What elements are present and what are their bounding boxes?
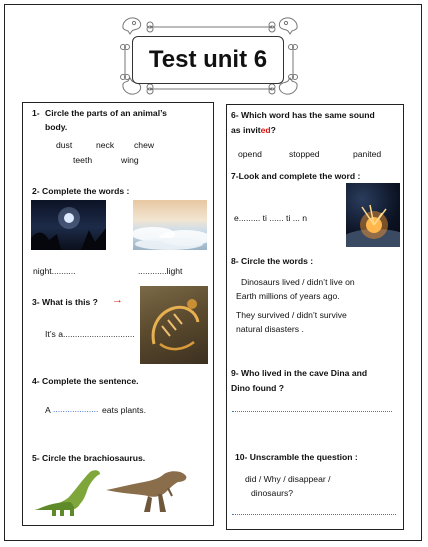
q8-line3[interactable]: They survived / didn’t survive xyxy=(236,310,347,320)
q2-word2: ............light xyxy=(138,266,183,276)
q8-line4: natural disasters . xyxy=(236,324,304,334)
q6-heading-line2: as invited? xyxy=(231,125,276,135)
q6-heading-line1: 6- Which word has the same sound xyxy=(231,110,375,120)
q10-heading: 10- Unscramble the question : xyxy=(235,452,358,462)
word-option[interactable]: stopped xyxy=(289,149,320,159)
q2-word1: night.......... xyxy=(33,266,76,276)
q7-word-pattern[interactable]: e......... ti ...... ti ... n xyxy=(234,213,308,223)
q9-answer-line[interactable] xyxy=(232,411,392,412)
q1-text-line2: body. xyxy=(45,122,68,132)
page-title: Test unit 6 xyxy=(148,46,268,73)
q8-line1[interactable]: Dinosaurs lived / didn’t live on xyxy=(241,277,355,287)
clouds-icon xyxy=(133,200,207,250)
q8-line2: Earth millions of years ago. xyxy=(236,291,340,301)
word-option[interactable]: opend xyxy=(238,149,262,159)
q4-sentence-end: eats plants. xyxy=(102,405,146,415)
word-option[interactable]: dust xyxy=(56,140,73,150)
arrow-icon: → xyxy=(112,294,123,306)
q9-heading-line1: 9- Who lived in the cave Dina and xyxy=(231,368,368,378)
word-option[interactable]: teeth xyxy=(73,155,93,165)
night-image xyxy=(31,200,106,250)
bone-icon xyxy=(146,82,276,96)
extinction-meteor-image xyxy=(346,183,400,247)
q5-heading: 5- Circle the brachiosaurus. xyxy=(32,453,146,463)
q4-blank[interactable]: ................... xyxy=(53,404,99,414)
q3-answer-line[interactable]: It’s a.............................. xyxy=(45,329,135,339)
brachiosaurus-icon[interactable] xyxy=(30,466,108,518)
word-option[interactable]: chew xyxy=(134,140,155,150)
word-option[interactable]: wing xyxy=(121,155,139,165)
q1-text-line1: Circle the parts of an animal’s xyxy=(45,108,167,118)
q10-answer-line[interactable] xyxy=(232,514,396,515)
q10-line2: dinosaurs? xyxy=(251,488,294,498)
dino-skull-icon xyxy=(276,14,300,36)
q1-number: 1- xyxy=(32,108,40,118)
q7-heading: 7-Look and complete the word : xyxy=(231,171,361,181)
q9-heading-line2: Dino found ? xyxy=(231,383,284,393)
fossil-image xyxy=(140,286,208,364)
title-box xyxy=(132,36,284,84)
q4-heading: 4- Complete the sentence. xyxy=(32,376,139,386)
sunlight-clouds-image xyxy=(133,200,207,250)
bone-icon xyxy=(288,44,298,80)
bone-icon xyxy=(146,20,276,34)
t-rex-icon[interactable] xyxy=(104,466,190,516)
q8-heading: 8- Circle the words : xyxy=(231,256,314,266)
word-option[interactable]: neck xyxy=(96,140,115,150)
q10-line1: did / Why / disappear / xyxy=(245,474,331,484)
meteor-icon xyxy=(346,183,400,247)
q2-heading: 2- Complete the words : xyxy=(32,186,130,196)
word-option[interactable]: panited xyxy=(353,149,382,159)
q3-heading: 3- What is this ? xyxy=(32,297,98,307)
moon-icon xyxy=(31,200,106,250)
title-frame xyxy=(120,14,300,98)
bone-icon xyxy=(120,44,130,80)
q4-sentence-start: A xyxy=(45,405,51,415)
dino-skull-icon xyxy=(120,14,144,36)
fossil-skeleton-icon xyxy=(140,286,208,364)
